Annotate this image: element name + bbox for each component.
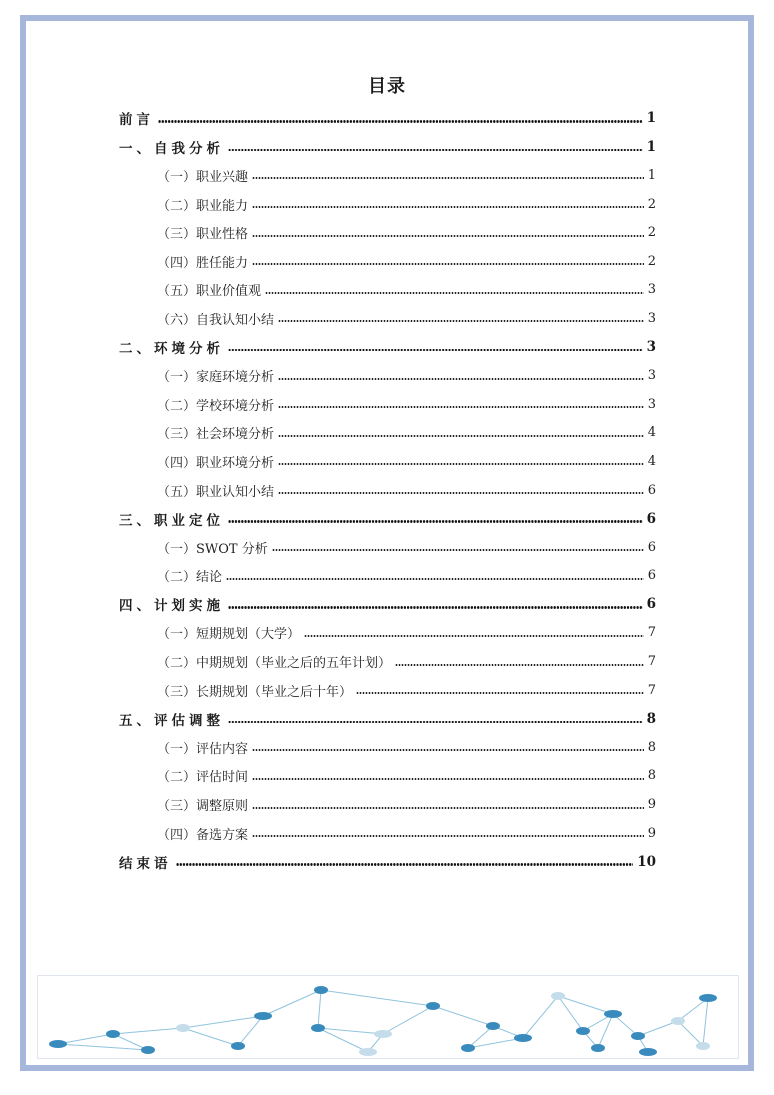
dot-leader — [228, 721, 643, 724]
toc-section-entry[interactable] — [119, 819, 656, 848]
toc-section-entry[interactable] — [119, 419, 656, 448]
dot-leader — [228, 349, 643, 352]
network-line — [183, 1028, 238, 1046]
network-line — [383, 1006, 433, 1034]
toc-section-entry[interactable] — [119, 447, 656, 476]
toc-page-number: 2 — [647, 196, 656, 212]
network-node — [254, 1012, 272, 1020]
network-node — [141, 1046, 155, 1054]
network-line — [558, 996, 613, 1014]
toc-entry-label: 四、计划实施 — [119, 598, 224, 615]
network-line — [321, 990, 433, 1006]
toc-page-number: 3 — [647, 282, 656, 298]
toc-entry-label: （六）自我认知小结 — [157, 312, 275, 328]
dot-leader — [176, 863, 634, 866]
dot-leader — [228, 149, 643, 152]
network-node — [604, 1010, 622, 1018]
network-line — [558, 996, 583, 1031]
dot-leader — [278, 435, 644, 437]
toc-chapter-entry[interactable] — [119, 333, 656, 362]
dot-leader — [278, 406, 644, 408]
dot-leader — [252, 835, 644, 837]
toc-chapter-entry[interactable] — [119, 504, 656, 533]
toc-entry-label: （四）职业环境分析 — [157, 455, 275, 471]
toc-entry-label: （一）职业兴趣 — [157, 169, 249, 185]
toc-entry-label: （一）SWOT 分析 — [157, 541, 268, 557]
toc-page-number: 1 — [647, 167, 656, 183]
toc-entry-label: 三、职业定位 — [119, 512, 224, 529]
dot-leader — [226, 578, 644, 580]
network-line — [638, 1021, 678, 1036]
dot-leader — [395, 664, 644, 666]
toc-section-entry[interactable] — [119, 304, 656, 333]
network-decoration — [37, 975, 739, 1059]
network-line — [318, 990, 321, 1028]
network-line — [523, 996, 558, 1038]
toc-page-number: 10 — [637, 853, 656, 870]
toc-entry-label: （三）长期规划（毕业之后十年） — [157, 684, 353, 700]
toc-entry-label: （五）职业认知小结 — [157, 484, 275, 500]
dot-leader — [252, 749, 644, 751]
network-line — [183, 1016, 263, 1028]
toc-page-number: 7 — [647, 654, 656, 670]
dot-leader — [228, 606, 643, 609]
toc-entry-label: 结束语 — [119, 855, 172, 872]
network-node — [631, 1032, 645, 1040]
network-line — [678, 1021, 703, 1046]
network-line — [58, 1044, 148, 1050]
toc-section-entry[interactable] — [119, 361, 656, 390]
toc-entry-label: （二）结论 — [157, 570, 223, 586]
network-node — [314, 986, 328, 994]
dot-leader — [252, 778, 644, 780]
toc-chapter-entry[interactable] — [119, 590, 656, 619]
toc-page-number: 6 — [647, 539, 656, 555]
toc-chapter-entry[interactable] — [119, 104, 656, 133]
network-line — [598, 1014, 613, 1048]
network-node — [699, 994, 717, 1002]
toc-entry-label: （一）短期规划（大学） — [157, 627, 301, 643]
network-line — [703, 998, 708, 1046]
dot-leader — [228, 520, 643, 523]
toc-section-entry[interactable] — [119, 562, 656, 591]
dot-leader — [265, 292, 644, 294]
toc-entry-label: 一、自我分析 — [119, 140, 224, 157]
dot-leader — [252, 177, 644, 179]
toc-section-entry[interactable] — [119, 733, 656, 762]
toc-entry-label: （四）备选方案 — [157, 827, 249, 843]
toc-page-number: 8 — [647, 768, 656, 784]
network-line — [433, 1006, 493, 1026]
toc-entry-label: 前言 — [119, 112, 154, 129]
dot-leader — [252, 206, 644, 208]
network-node — [639, 1048, 657, 1056]
toc-page-number: 8 — [647, 739, 656, 755]
dot-leader — [278, 492, 644, 494]
network-node — [576, 1027, 590, 1035]
network-node — [671, 1017, 685, 1025]
toc-section-entry[interactable] — [119, 476, 656, 505]
toc-entry-label: （三）职业性格 — [157, 227, 249, 243]
toc-entry-label: （三）调整原则 — [157, 799, 249, 815]
toc-page-number: 4 — [647, 453, 656, 469]
dot-leader — [252, 807, 644, 809]
toc-entry-label: （四）胜任能力 — [157, 255, 249, 271]
network-line — [113, 1028, 183, 1034]
toc-section-entry[interactable] — [119, 161, 656, 190]
network-node — [591, 1044, 605, 1052]
network-node — [106, 1030, 120, 1038]
toc-entry-label: （三）社会环境分析 — [157, 427, 275, 443]
dot-leader — [252, 235, 644, 237]
toc-page-number: 7 — [647, 625, 656, 641]
network-node — [461, 1044, 475, 1052]
toc-section-entry[interactable] — [119, 647, 656, 676]
toc-section-entry[interactable] — [119, 218, 656, 247]
toc-page-number: 3 — [647, 368, 656, 384]
toc-page-number: 1 — [646, 110, 656, 127]
toc-entry-label: 五、评估调整 — [119, 712, 224, 729]
toc-page-number: 9 — [647, 797, 656, 813]
network-line — [263, 990, 321, 1016]
toc-section-entry[interactable] — [119, 762, 656, 791]
toc-page-number: 3 — [647, 396, 656, 412]
toc-page-number: 2 — [647, 225, 656, 241]
network-node — [514, 1034, 532, 1042]
network-node — [551, 992, 565, 1000]
dot-leader — [252, 263, 644, 265]
toc-entry-label: （二）评估时间 — [157, 770, 249, 786]
toc-page-number: 4 — [647, 425, 656, 441]
toc-page-number: 3 — [646, 339, 656, 356]
toc-entry-label: （一）评估内容 — [157, 741, 249, 757]
table-of-contents — [119, 104, 656, 876]
toc-section-entry[interactable] — [119, 533, 656, 562]
network-node — [231, 1042, 245, 1050]
toc-section-entry[interactable] — [119, 390, 656, 419]
toc-entry-label: （二）职业能力 — [157, 198, 249, 214]
dot-leader — [278, 320, 644, 322]
toc-page-number: 3 — [647, 310, 656, 326]
toc-page-number: 9 — [647, 825, 656, 841]
toc-entry-label: （五）职业价值观 — [157, 284, 262, 300]
toc-entry-label: （二）学校环境分析 — [157, 398, 275, 414]
network-node — [176, 1024, 190, 1032]
toc-page-number: 6 — [646, 510, 656, 527]
network-node — [486, 1022, 500, 1030]
dot-leader — [356, 692, 644, 694]
network-node — [359, 1048, 377, 1056]
network-line — [238, 1016, 263, 1046]
dot-leader — [278, 378, 644, 380]
toc-section-entry[interactable] — [119, 190, 656, 219]
toc-page-number: 7 — [647, 682, 656, 698]
network-node — [374, 1030, 392, 1038]
toc-section-entry[interactable] — [119, 619, 656, 648]
toc-section-entry[interactable] — [119, 790, 656, 819]
dot-leader — [278, 463, 644, 465]
toc-chapter-entry[interactable] — [119, 847, 656, 876]
dot-leader — [158, 120, 643, 123]
network-node — [426, 1002, 440, 1010]
network-node — [311, 1024, 325, 1032]
toc-section-entry[interactable] — [119, 276, 656, 305]
toc-section-entry[interactable] — [119, 247, 656, 276]
toc-entry-label: 二、环境分析 — [119, 341, 224, 358]
toc-chapter-entry[interactable] — [119, 704, 656, 733]
toc-page-number: 8 — [646, 710, 656, 727]
toc-page-number: 6 — [646, 596, 656, 613]
network-node — [696, 1042, 710, 1050]
toc-page-number: 2 — [647, 253, 656, 269]
toc-page-number: 6 — [647, 482, 656, 498]
network-node — [49, 1040, 67, 1048]
toc-section-entry[interactable] — [119, 676, 656, 705]
toc-title: 目录 — [368, 76, 406, 97]
dot-leader — [272, 549, 644, 551]
toc-page-number: 1 — [646, 138, 656, 155]
toc-entry-label: （一）家庭环境分析 — [157, 370, 275, 386]
toc-chapter-entry[interactable] — [119, 133, 656, 162]
dot-leader — [304, 635, 644, 637]
toc-page-number: 6 — [647, 568, 656, 584]
toc-entry-label: （二）中期规划（毕业之后的五年计划） — [157, 656, 392, 672]
